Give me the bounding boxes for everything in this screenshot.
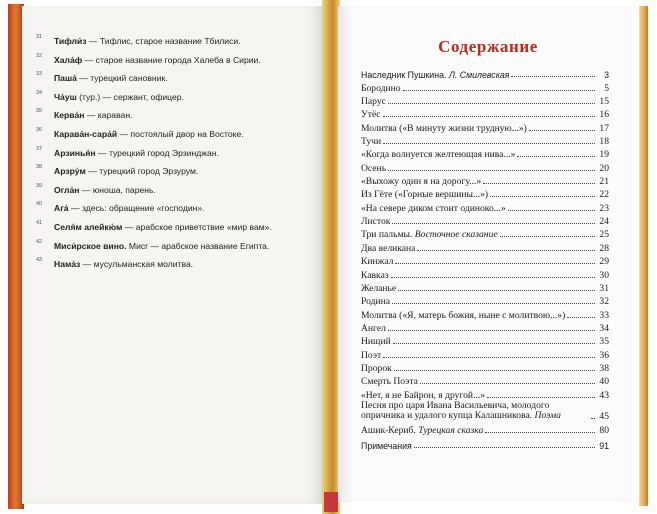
toc-subtitle: Турецкая сказка — [418, 424, 484, 436]
footnote-number: 34 — [36, 89, 43, 96]
footnote-text — [54, 92, 184, 102]
toc-page-number: 30 — [599, 269, 609, 281]
footnote-definition: — арабское приветствие «мир вам». — [122, 221, 272, 232]
toc-leader-dots — [392, 223, 595, 224]
toc-entry-title — [361, 376, 418, 387]
toc-leader-dots — [417, 250, 595, 251]
toc-title-text: Два великана — [361, 242, 416, 254]
toc-page-number: 34 — [599, 322, 609, 334]
toc-title-text: «Нет, я не Байрон, я другой...» — [361, 389, 486, 401]
toc-title-text: Поэт — [361, 349, 382, 361]
footnote-item — [36, 239, 316, 258]
toc-page-number: 36 — [599, 349, 609, 361]
toc-leader-dots — [394, 370, 595, 371]
toc-entry — [361, 107, 609, 120]
footnote-item — [36, 127, 316, 146]
toc-leader-dots — [529, 130, 595, 131]
footnote-number: 39 — [36, 182, 43, 189]
toc-title-text: Молитва («Я, матерь божия, ныне с молитвою...») — [361, 309, 566, 321]
footnote-text — [54, 55, 261, 65]
toc-page-number: 24 — [599, 216, 609, 228]
toc-entry — [361, 120, 609, 133]
footnote-definition: — турецкий город Эрзурум. — [85, 166, 199, 177]
toc-entry-title — [361, 363, 392, 374]
toc-entry — [361, 267, 609, 280]
toc-entry-title — [361, 323, 386, 334]
footnote-term: Карава́н-сара́й — [54, 128, 118, 139]
toc-leader-dots — [398, 290, 595, 291]
footnote-number: 38 — [36, 164, 43, 171]
footnote-definition: — постоялый двор на Востоке. — [117, 128, 244, 139]
footnote-definition: — Тифлис, старое название Тбилиси. — [86, 36, 241, 46]
toc-page-number: 3 — [604, 70, 609, 81]
footnotes-list — [36, 34, 316, 276]
table-of-contents — [361, 67, 609, 451]
footnote-item — [36, 34, 316, 53]
footnote-item — [36, 257, 316, 276]
footnote-definition: (тур.) — сержант, офицер. — [76, 91, 184, 102]
footnote-text — [54, 36, 241, 46]
toc-leader-dots — [383, 143, 595, 144]
footnote-number: 42 — [36, 238, 43, 245]
contents-title: Содержание — [438, 37, 538, 56]
footnote-number: 35 — [36, 108, 43, 115]
footnote-item — [36, 90, 316, 109]
footnote-text — [54, 148, 219, 158]
toc-title-text: «На севере диком стоит одиноко...» — [361, 202, 506, 214]
toc-title-text: Нищий — [361, 336, 391, 348]
toc-leader-dots — [420, 383, 595, 384]
toc-subtitle: Л. Смилевская — [448, 70, 510, 81]
toc-entry — [361, 134, 609, 147]
toc-page-number: 21 — [599, 176, 609, 188]
toc-page-number: 17 — [599, 122, 609, 134]
toc-entry — [361, 374, 609, 387]
toc-entry — [361, 227, 609, 240]
toc-page-number: 33 — [599, 309, 609, 321]
footnote-term: Тифли́з — [54, 36, 87, 46]
toc-entry — [361, 214, 609, 227]
toc-page-number: 18 — [599, 136, 609, 148]
footnote-definition: — юноша, парень. — [79, 184, 156, 195]
footnote-number: 31 — [36, 34, 43, 40]
toc-title-text: «Выхожу один я на дорогу...» — [361, 176, 482, 188]
toc-title-text: Песня про царя Ивана Васильевича, молодого опричника и удалого купца Калашникова. — [361, 399, 550, 422]
toc-entry-title — [361, 123, 527, 134]
footnote-term: Ага́ — [54, 203, 69, 214]
toc-title-text: Наследник Пушкина. — [361, 70, 449, 81]
toc-page-number: 38 — [599, 362, 609, 374]
toc-page-number: 45 — [599, 411, 609, 423]
toc-entry-title — [361, 350, 381, 361]
toc-title-text: Бородино — [361, 82, 401, 94]
footnote-item — [36, 53, 316, 72]
toc-title-text: Кавказ — [361, 269, 389, 281]
toc-page-number: 25 — [599, 229, 609, 241]
toc-leader-dots — [485, 432, 595, 433]
toc-entry-title — [361, 401, 589, 423]
footnote-text — [54, 73, 168, 83]
footnote-text — [54, 185, 156, 195]
book-cover-edge-right — [639, 6, 648, 506]
toc-page-number: 43 — [599, 389, 609, 401]
toc-leader-dots — [591, 418, 595, 419]
toc-entry-title — [361, 283, 396, 294]
toc-entry — [361, 422, 609, 435]
footnote-text — [54, 241, 269, 251]
toc-entry-title — [361, 203, 506, 214]
footnote-text — [54, 259, 193, 269]
toc-page-number: 40 — [599, 376, 609, 388]
toc-page-number: 29 — [599, 256, 609, 268]
toc-subtitle: Восточное сказание — [414, 229, 498, 241]
footnote-text — [54, 110, 132, 120]
footnote-term: Огла́н — [54, 184, 80, 195]
toc-leader-dots — [403, 90, 595, 91]
footnote-text — [54, 166, 198, 176]
toc-title-text: Родина — [361, 296, 391, 308]
toc-entry — [361, 294, 609, 307]
footnote-item — [36, 164, 316, 183]
toc-leader-dots — [393, 343, 595, 344]
footnote-term: Нама́з — [54, 259, 81, 270]
toc-title-text: Смерть Поэта — [361, 376, 418, 388]
toc-page-number: 5 — [604, 82, 609, 94]
toc-page-number: 19 — [599, 149, 609, 161]
footnote-term: Ча́уш — [54, 91, 77, 102]
toc-leader-dots — [483, 183, 595, 184]
toc-leader-dots — [490, 196, 595, 197]
toc-title-text: Из Гёте («Горные вершины...») — [361, 189, 489, 201]
toc-title-text: Примечания — [361, 440, 412, 451]
footnote-definition: — мусульманская молитва. — [80, 259, 194, 270]
toc-entry — [361, 438, 609, 451]
toc-entry — [361, 187, 609, 200]
toc-title-text: Ангел — [361, 322, 386, 334]
footnote-item — [36, 220, 316, 239]
toc-title-text: «Когда волнуется желтеющая нива...» — [361, 149, 516, 161]
footnote-item — [36, 146, 316, 165]
toc-entry-title — [361, 149, 515, 160]
toc-leader-dots — [511, 76, 595, 77]
toc-leader-dots — [500, 236, 595, 237]
footnote-text — [54, 222, 272, 232]
toc-title-text: Утёс — [361, 109, 381, 121]
toc-entry-title — [361, 296, 390, 307]
toc-leader-dots — [388, 103, 595, 104]
toc-entry — [361, 94, 609, 107]
footnote-term: Паша́ — [54, 73, 77, 84]
toc-entry — [361, 281, 609, 294]
toc-entry — [361, 67, 609, 80]
footnote-number: 43 — [36, 257, 43, 264]
toc-entry-title — [361, 270, 389, 281]
toc-leader-dots — [392, 303, 595, 304]
toc-title-text: Ашик-Кериб. — [361, 424, 419, 436]
toc-entry-title — [361, 83, 401, 94]
toc-entry — [361, 307, 609, 320]
footnote-definition: — турецкий город Эрзинджан. — [95, 147, 219, 158]
footnote-definition: — здесь: обращение «господин». — [68, 203, 205, 214]
toc-leader-dots — [567, 317, 595, 318]
toc-page-number: 22 — [599, 189, 609, 201]
toc-entry-title — [361, 163, 386, 174]
footnote-number: 33 — [36, 71, 43, 78]
footnote-number: 36 — [36, 126, 43, 133]
toc-entry — [361, 361, 609, 374]
footnote-term: Арзинья́н — [54, 147, 96, 158]
toc-entry-title — [361, 109, 381, 120]
toc-page-number: 35 — [599, 336, 609, 348]
footnote-number: 37 — [36, 145, 43, 152]
footnote-item — [36, 183, 316, 202]
toc-entry-title — [361, 425, 483, 436]
toc-entry-title — [361, 229, 498, 240]
toc-title-text: Пророк — [361, 362, 392, 374]
toc-page-number: 15 — [599, 96, 609, 108]
toc-entry-title — [361, 441, 412, 451]
toc-entry — [361, 160, 609, 173]
toc-title-text: Листок — [361, 216, 391, 228]
toc-page-number: 28 — [599, 242, 609, 254]
footnote-term: Керва́н — [54, 110, 85, 121]
toc-leader-dots — [388, 330, 595, 331]
toc-entry-title — [361, 96, 386, 107]
toc-entry-title — [361, 336, 391, 347]
toc-title-text: Парус — [361, 96, 386, 108]
toc-leader-dots — [487, 397, 595, 398]
toc-entry-title — [361, 256, 393, 267]
toc-subtitle: Поэма — [534, 410, 561, 422]
toc-entry — [361, 200, 609, 213]
toc-page-number: 91 — [599, 440, 609, 451]
toc-page-number: 80 — [599, 424, 609, 436]
toc-entry — [361, 387, 609, 400]
toc-entry-title — [361, 136, 381, 147]
toc-entry — [361, 240, 609, 253]
toc-entry-title — [361, 310, 565, 321]
toc-entry — [361, 80, 609, 93]
toc-leader-dots — [391, 277, 595, 278]
toc-entry — [361, 347, 609, 360]
footnote-term: Хала́ф — [54, 54, 83, 65]
toc-entry-title — [361, 189, 488, 200]
footnote-item — [36, 201, 316, 220]
toc-entry-title — [361, 243, 415, 254]
footnote-definition: — караван. — [84, 110, 133, 121]
footnote-term: Миси́рское вино. — [54, 240, 127, 251]
footnote-text — [54, 203, 205, 213]
footnote-item — [36, 108, 316, 127]
toc-entry — [361, 174, 609, 187]
footnote-definition: — турецкий сановник. — [76, 73, 168, 84]
footnote-number: 41 — [36, 219, 43, 226]
toc-title-text: Кинжал — [361, 256, 394, 268]
toc-leader-dots — [388, 170, 595, 171]
toc-leader-dots — [383, 116, 595, 117]
toc-title-text: Желанье — [361, 282, 397, 294]
toc-page-number: 23 — [599, 202, 609, 214]
toc-title-text: Три пальмы. — [361, 229, 415, 241]
footnote-definition: — старое название города Халеба в Сирии. — [82, 54, 261, 65]
footnote-text — [54, 129, 244, 139]
footnote-term: Селя́м алейкю́м — [54, 221, 123, 232]
toc-entry — [361, 334, 609, 347]
toc-entry — [361, 147, 609, 160]
toc-entry-title — [361, 176, 481, 187]
footnote-item — [36, 71, 316, 90]
toc-title-text: Осень — [361, 162, 387, 174]
toc-leader-dots — [508, 210, 595, 211]
toc-leader-dots — [383, 357, 595, 358]
toc-leader-dots — [414, 447, 595, 448]
toc-page-number: 32 — [599, 296, 609, 308]
toc-title-text: Тучи — [361, 136, 382, 148]
footnote-number: 40 — [36, 201, 43, 208]
bookmark-ribbon — [324, 492, 338, 512]
toc-page-number: 31 — [599, 282, 609, 294]
footnote-definition: Мисr — арабское название Египта. — [126, 240, 270, 251]
toc-entry-title — [361, 70, 509, 80]
toc-entry — [361, 254, 609, 267]
toc-entry — [361, 321, 609, 334]
toc-entry — [361, 401, 609, 423]
footnote-number: 32 — [36, 52, 43, 59]
toc-leader-dots — [517, 156, 595, 157]
toc-entry-title — [361, 216, 390, 227]
toc-page-number: 20 — [599, 162, 609, 174]
toc-page-number: 16 — [599, 109, 609, 121]
toc-title-text: Молитва («В минуту жизни трудную...») — [361, 122, 527, 134]
toc-leader-dots — [395, 263, 595, 264]
footnote-term: Арзру́м — [54, 166, 86, 177]
